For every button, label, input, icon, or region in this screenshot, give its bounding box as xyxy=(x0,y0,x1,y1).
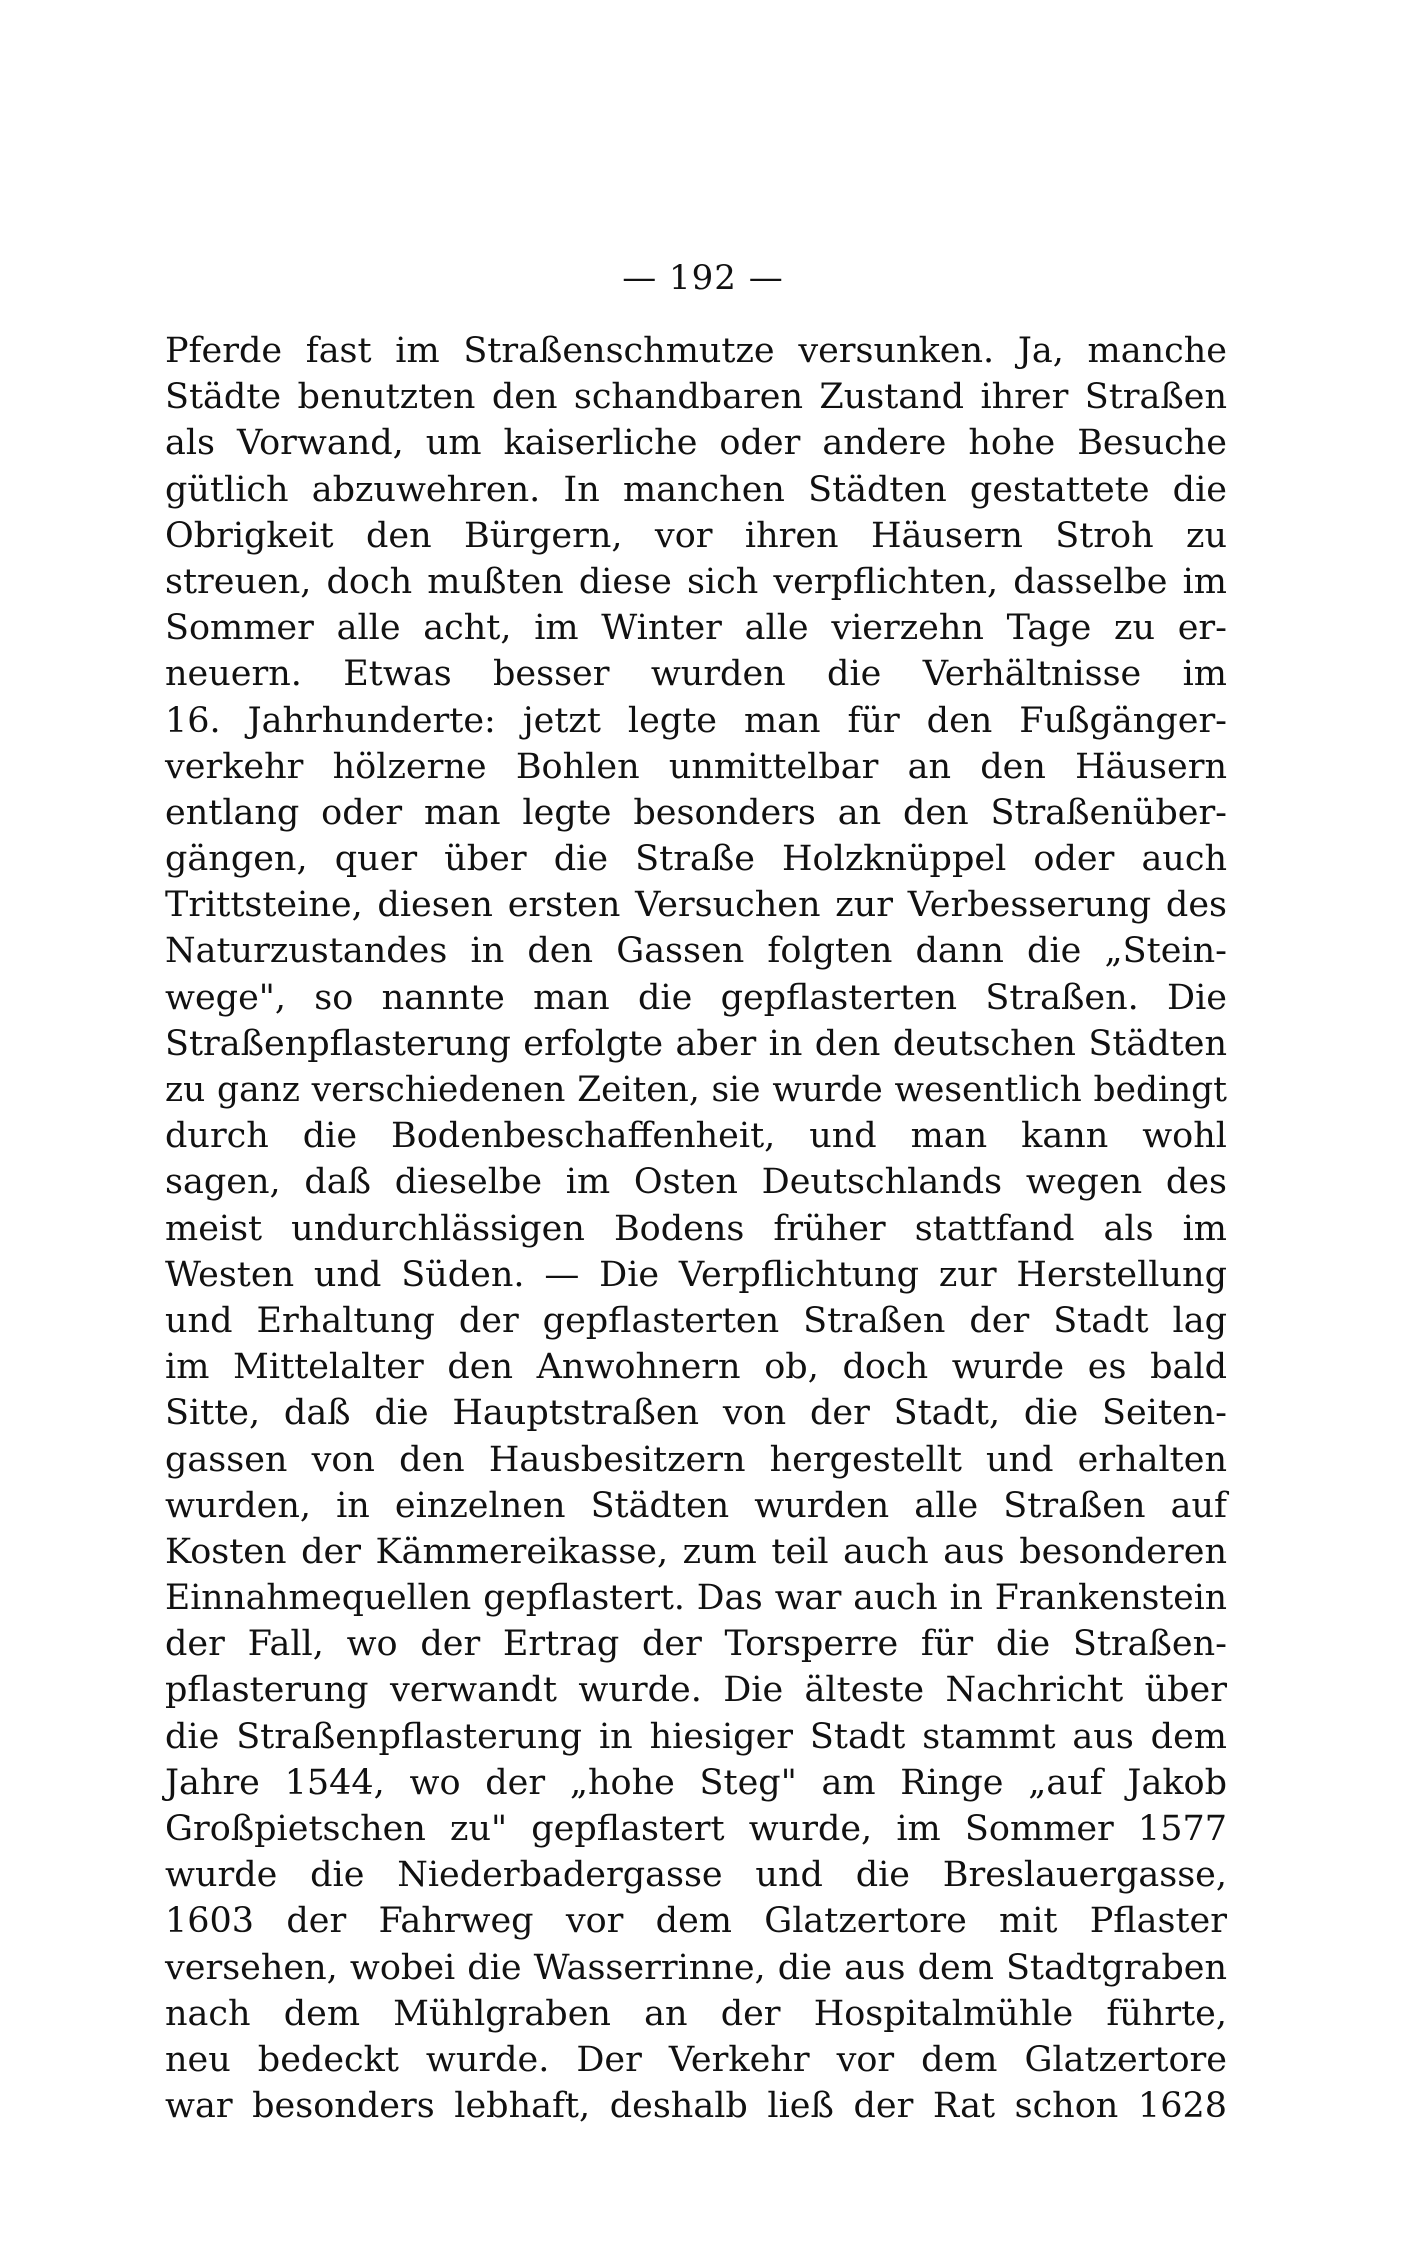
text-line: der Fall, wo der Ertrag der Torsperre für die Straßen- xyxy=(165,1624,1227,1665)
text-line: nach dem Mühlgraben an der Hospitalmühle führte, xyxy=(165,1993,1227,2034)
text-line: Kosten der Kämmereikasse, zum teil auch aus besonderen xyxy=(165,1531,1227,1572)
text-line: neuern. Etwas besser wurden die Verhältnisse im xyxy=(165,654,1227,695)
text-line: Trittsteine, diesen ersten Versuchen zur Verbesserung des xyxy=(165,885,1227,926)
text-line: im Mittelalter den Anwohnern ob, doch wurde es bald xyxy=(165,1347,1227,1388)
text-line: gassen von den Hausbesitzern hergestellt und erhalten xyxy=(165,1439,1227,1480)
text-line: sagen, daß dieselbe im Osten Deutschlands wegen des xyxy=(165,1162,1227,1203)
text-line: gütlich abzuwehren. In manchen Städten gestattete die xyxy=(165,469,1227,510)
text-line: Obrigkeit den Bürgern, vor ihren Häusern Stroh zu xyxy=(165,515,1227,556)
text-line: Großpietschen zu" gepflastert wurde, im Sommer 1577 xyxy=(165,1809,1227,1849)
text-line: Straßenpflasterung erfolgte aber in den deutschen Städten xyxy=(165,1023,1227,1064)
text-line: Westen und Süden. — Die Verpflichtung zur Herstellung xyxy=(165,1254,1227,1295)
text-line: 1603 der Fahrweg vor dem Glatzertore mit Pflaster xyxy=(165,1901,1227,1942)
text-line: die Straßenpflasterung in hiesiger Stadt stammt aus dem xyxy=(165,1716,1227,1757)
text-line: versehen, wobei die Wasserrinne, die aus dem Stadtgraben xyxy=(165,1947,1227,1988)
text-line: wurde die Niederbadergasse und die Breslauergasse, xyxy=(165,1855,1227,1896)
text-line: Pferde fast im Straßenschmutze versunken. Ja, manche xyxy=(165,331,1227,371)
text-line: 16. Jahrhunderte: jetzt legte man für den Fußgänger- xyxy=(165,700,1227,741)
text-line: verkehr hölzerne Bohlen unmittelbar an den Häusern xyxy=(165,746,1227,787)
text-line: Einnahmequellen gepflastert. Das war auch in Frankenstein xyxy=(165,1578,1227,1619)
text-line: als Vorwand, um kaiserliche oder andere hohe Besuche xyxy=(165,423,1227,464)
text-line: streuen, doch mußten diese sich verpflichten, dasselbe im xyxy=(165,561,1227,602)
text-line: war besonders lebhaft, deshalb ließ der Rat schon 1628 xyxy=(165,2086,1227,2127)
text-line: und Erhaltung der gepflasterten Straßen der Stadt lag xyxy=(165,1300,1227,1341)
text-line: neu bedeckt wurde. Der Verkehr vor dem Glatzertore xyxy=(165,2039,1227,2080)
text-line: wege", so nannte man die gepflasterten Straßen. Die xyxy=(165,977,1227,1018)
text-line: Sommer alle acht, im Winter alle vierzehn Tage zu er- xyxy=(165,608,1227,649)
text-line: Städte benutzten den schandbaren Zustand ihrer Straßen xyxy=(165,377,1227,418)
text-line: wurden, in einzelnen Städten wurden alle Straßen auf xyxy=(165,1485,1227,1526)
text-line: Sitte, daß die Hauptstraßen von der Stadt, die Seiten- xyxy=(165,1393,1227,1434)
text-line: zu ganz verschiedenen Zeiten, sie wurde wesentlich bedingt xyxy=(165,1070,1227,1110)
text-line: entlang oder man legte besonders an den Straßenüber- xyxy=(165,792,1227,833)
text-line: meist undurchlässigen Bodens früher stattfand als im xyxy=(165,1208,1227,1249)
text-line: pflasterung verwandt wurde. Die älteste Nachricht über xyxy=(165,1670,1227,1711)
body-text xyxy=(165,328,1227,2129)
text-line: Naturzustandes in den Gassen folgten dann die „Stein- xyxy=(165,931,1227,972)
text-line: Jahre 1544, wo der „hohe Steg" am Ringe „auf Jakob xyxy=(165,1762,1227,1803)
page-number: — 192 — xyxy=(622,258,784,298)
text-line: durch die Bodenbeschaffenheit, und man kann wohl xyxy=(165,1116,1227,1157)
text-line: gängen, quer über die Straße Holzknüppel oder auch xyxy=(165,839,1227,880)
